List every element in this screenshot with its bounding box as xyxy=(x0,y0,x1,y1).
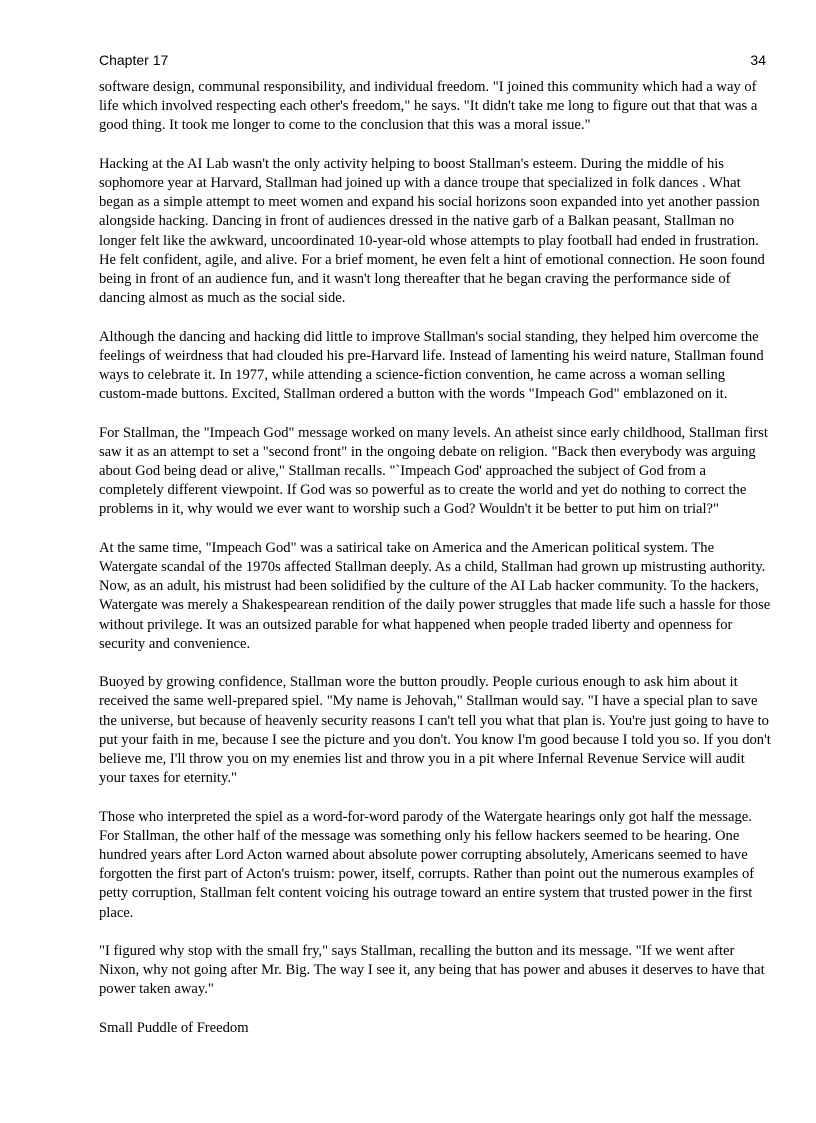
paragraph: At the same time, "Impeach God" was a satirical take on America and the American political system. The Watergate scandal of the 1970s affected Stallman deeply. As a child, Stallman had grown up mistrusting authority. Now, as an adult, his mistrust had been solidified by the culture of the AI Lab hacker community. To the hackers, Watergate was merely a Shakespearean rendition of the daily power struggles that made life such a hassle for those without privilege. It was an outsized parable for what happened when people traded liberty and openness for security and convenience. xyxy=(99,539,771,652)
paragraph: Although the dancing and hacking did little to improve Stallman's social standing, they helped him overcome the feelings of weirdness that had clouded his pre-Harvard life. Instead of lamenting his weird nature, Stallman found ways to celebrate it. In 1977, while attending a science-fiction convention, he came across a woman selling custom-made buttons. Excited, Stallman ordered a button with the words "Impeach God" emblazoned on it. xyxy=(99,328,764,403)
chapter-label: Chapter 17 xyxy=(99,52,169,68)
paragraph: Hacking at the AI Lab wasn't the only activity helping to boost Stallman's esteem. During the middle of his sophomore year at Harvard, Stallman had joined up with a dance troupe that specialized in folk dances . What began as a simple attempt to meet women and expand his social horizons soon expanded into yet another passion alongside hacking. Dancing in front of audiences dressed in the native garb of a Balkan peasant, Stallman no longer felt like the awkward, uncoordinated 10-year-old whose attempts to play football had ended in frustration. He felt confident, agile, and alive. For a brief moment, he even felt a hint of emotional connection. He soon found being in front of an audience fun, and it wasn't long thereafter that he began craving the performance side of dancing almost as much as the social side. xyxy=(99,155,765,307)
paragraph: "I figured why stop with the small fry," says Stallman, recalling the button and its message. "If we went after Nixon, why not going after Mr. Big. The way I see it, any being that has power and abuses it deserves to have that power taken away." xyxy=(99,943,765,998)
paragraph: software design, communal responsibility, and individual freedom. "I joined this community which had a way of life which involved respecting each other's freedom," he says. "It didn't take me long to figure out that that was a good thing. It took me longer to come to the conclusion that this was a moral issue." xyxy=(99,79,758,134)
paragraph: Those who interpreted the spiel as a word-for-word parody of the Watergate hearings only got half the message. For Stallman, the other half of the message was something only his fellow hackers seemed to be hearing. One hundred years after Lord Acton warned about absolute power corrupting absolutely, Americans seemed to have forgotten the first part of Acton's truism: power, itself, corrupts. Rather than point out the numerous examples of petty corruption, Stallman felt content voicing his outrage toward an entire system that trusted power in the first place. xyxy=(99,808,755,921)
body-text xyxy=(99,78,771,1038)
paragraph: For Stallman, the "Impeach God" message worked on many levels. An atheist since early childhood, Stallman first saw it as an attempt to set a "second front" in the ongoing debate on religion. "Back then everybody was arguing about God being dead or alive," Stallman recalls. "`Impeach God' approached the subject of God from a completely different viewpoint. If God was so powerful as to create the world and yet do nothing to correct the problems in it, why would we ever want to worship such a God? Wouldn't it be better to put him on trial?" xyxy=(99,424,768,518)
section-heading: Small Puddle of Freedom xyxy=(99,1019,249,1036)
page-header xyxy=(99,52,766,72)
page-number: 34 xyxy=(750,52,766,68)
paragraph: Buoyed by growing confidence, Stallman wore the button proudly. People curious enough to ask him about it received the same well-prepared spiel. "My name is Jehovah," Stallman would say. "I have a special plan to save the universe, but because of heavenly security reasons I can't tell you what that plan is. You're just going to have to put your faith in me, because I see the picture and you don't. You know I'm good because I told you so. If you don't believe me, I'll throw you on my enemies list and throw you in a pit where Infernal Revenue Service will audit your taxes for eternity." xyxy=(99,674,771,787)
